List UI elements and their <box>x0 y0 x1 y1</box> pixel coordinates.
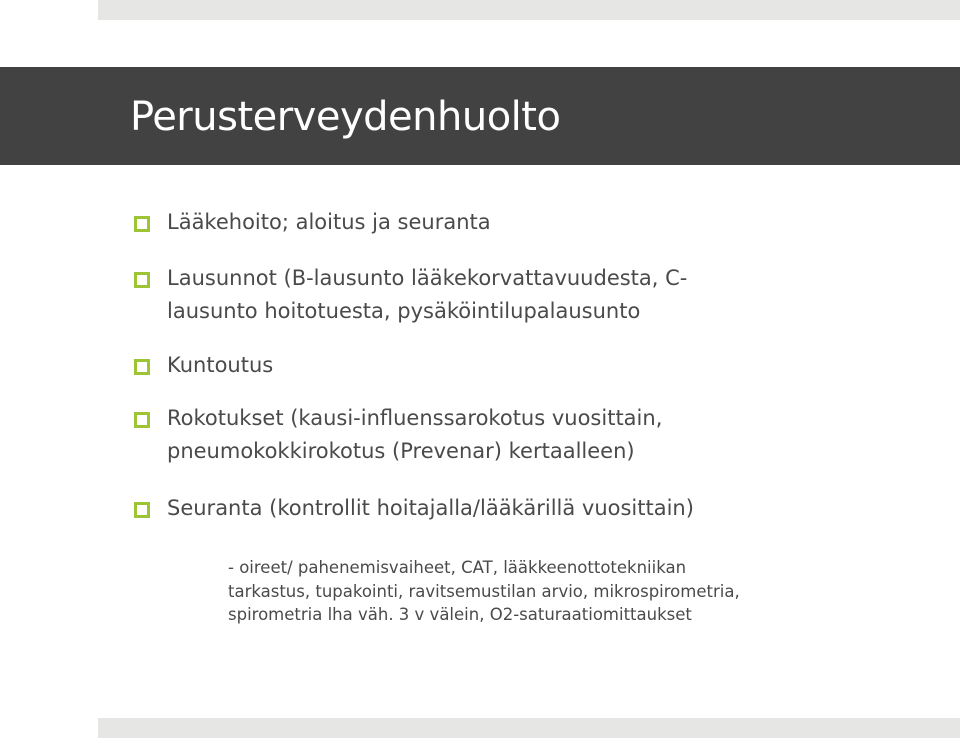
bullet-text: Rokotukset (kausi-influenssarokotus vuosittain, pneumokokkirokotus (Prevenar) kertaalleen) <box>167 406 663 463</box>
bullet-text: Kuntoutus <box>167 353 274 377</box>
bottom-decor-bar <box>98 718 960 738</box>
bullet-text: Seuranta (kontrollit hoitajalla/lääkärillä vuosittain) <box>167 496 694 520</box>
top-decor-bar <box>98 0 960 20</box>
square-bullet-icon <box>134 359 150 375</box>
slide-title: Perusterveydenhuolto <box>130 94 561 140</box>
bullet-text: Lausunnot (B-lausunto lääkekorvattavuudesta, C- lausunto hoitotuesta, pysäköintilupalausunto <box>167 266 688 323</box>
square-bullet-icon <box>134 216 150 232</box>
bullet-text: Lääkehoito; aloitus ja seuranta <box>167 210 491 234</box>
square-bullet-icon <box>134 502 150 518</box>
sub-bullet-text: - oireet/ pahenemisvaiheet, CAT, lääkkeenottotekniikan tarkastus, tupakointi, ravitsemustilan arvio, mikrospirometria, spirometria lha väh. 3 v välein, O2-saturaatiomittaukset <box>228 558 740 624</box>
square-bullet-icon <box>134 272 150 288</box>
square-bullet-icon <box>134 412 150 428</box>
